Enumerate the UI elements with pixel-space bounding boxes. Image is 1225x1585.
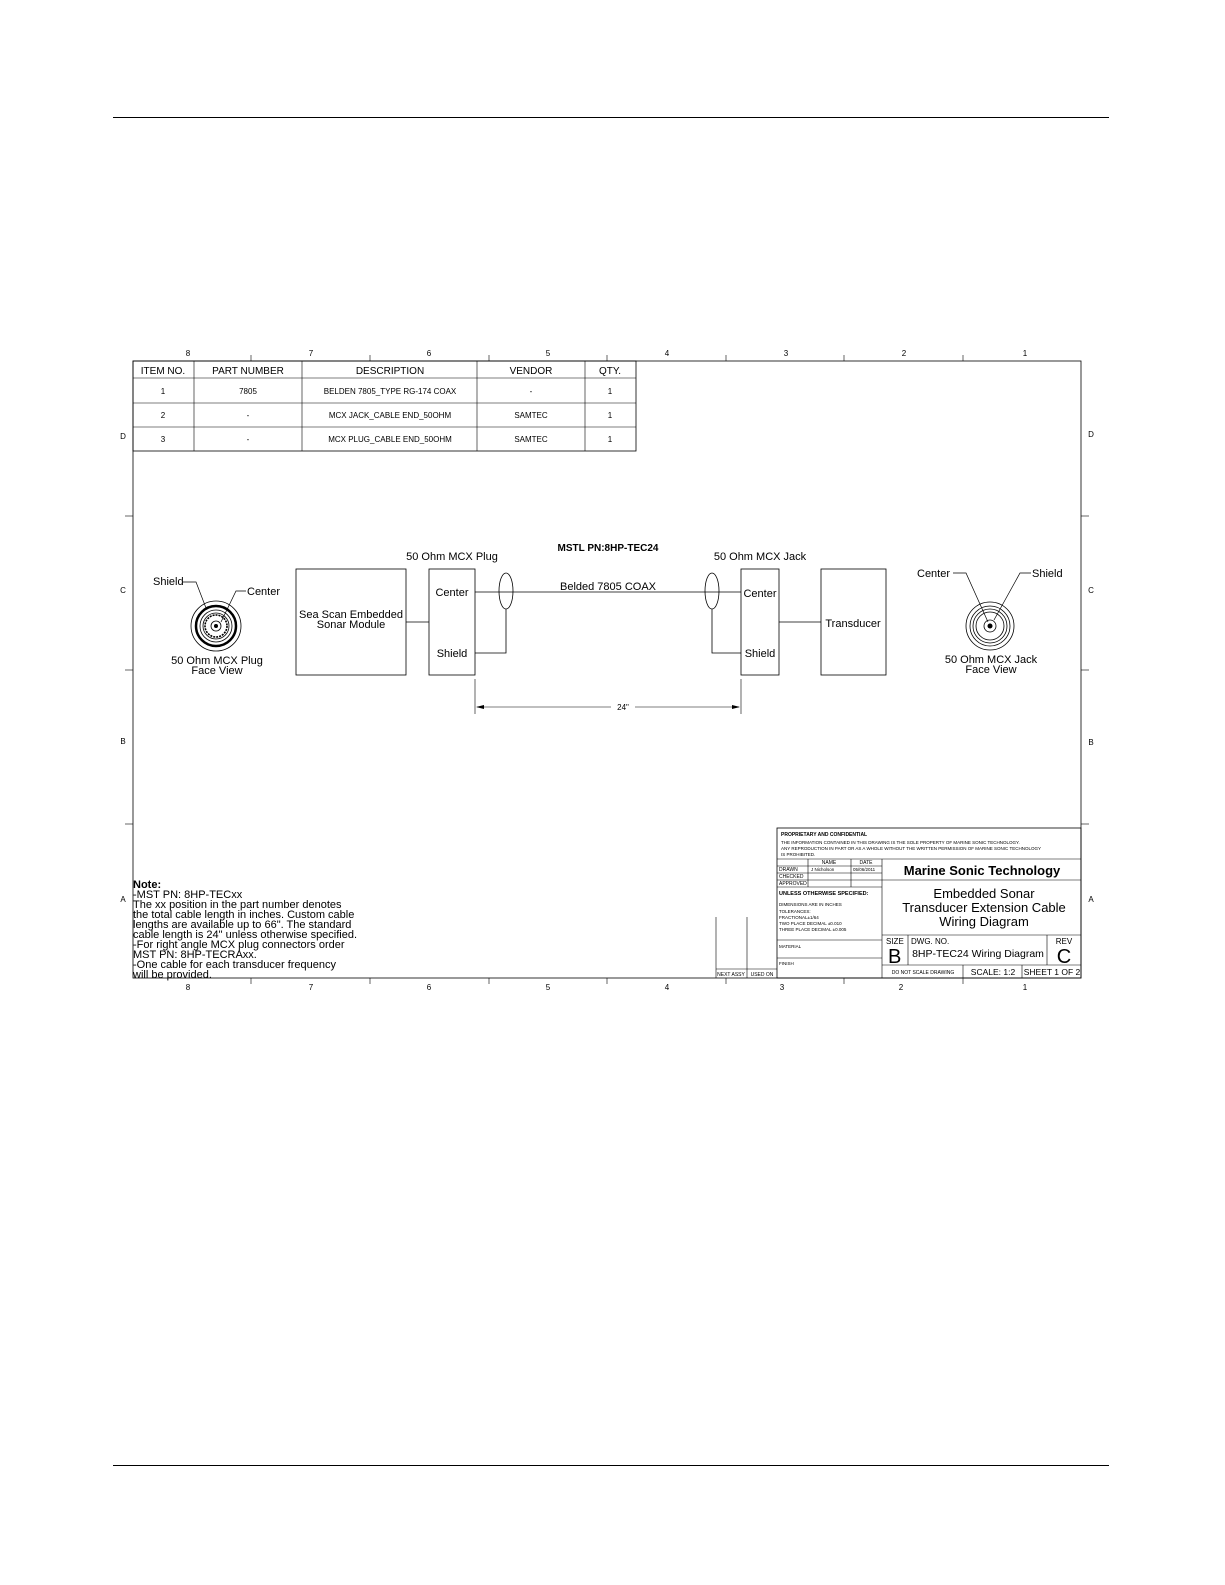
zone-number-bottom: 1 — [1022, 983, 1028, 992]
date-header: DATE — [859, 860, 873, 866]
scale-label: SCALE: 1:2 — [970, 967, 1016, 977]
bom-cell: 1 — [607, 435, 613, 444]
note-line: lengths are available up to 66". The standard — [133, 919, 352, 931]
unless-line: DIMENSIONS ARE IN INCHES — [779, 902, 842, 907]
part-number-title: MSTL PN:8HP-TEC24 — [557, 543, 659, 554]
bom-cell: 1 — [607, 411, 613, 420]
next-assy-label: NEXT ASSY — [717, 972, 745, 978]
proprietary-line: ANY REPRODUCTION IN PART OR AS A WHOLE WITHOUT THE WRITTEN PERMISSION OF MARINE SONIC TECHNOLOGY — [781, 846, 1041, 851]
plug-face-caption: 50 Ohm MCX Plug — [171, 655, 263, 667]
jack-shield-pin-label: Shield — [744, 648, 776, 660]
zone-number-top: 3 — [783, 349, 789, 358]
finish-label: FINISH — [779, 961, 794, 966]
rev-label: REV — [1055, 937, 1073, 946]
sonar-module-label: Sonar Module — [316, 619, 386, 631]
jack-title: 50 Ohm MCX Jack — [713, 551, 807, 563]
note-line: The xx position in the part number denotes — [133, 899, 342, 911]
note-title: Note: — [133, 879, 162, 891]
zone-number-bottom: 2 — [898, 983, 904, 992]
zone-number-top: 7 — [308, 349, 314, 358]
zone-letter-right: A — [1088, 895, 1094, 904]
bom-header: DESCRIPTION — [355, 366, 425, 377]
jack-face-view — [917, 568, 1063, 676]
used-on-label: USED ON — [750, 972, 774, 978]
size-label: SIZE — [886, 937, 904, 946]
note-line: the total cable length in inches. Custom cable — [133, 909, 355, 921]
length-dimension — [475, 679, 741, 714]
size-value: B — [888, 946, 902, 968]
zone-number-top: 1 — [1022, 349, 1028, 358]
bom-header: VENDOR — [509, 366, 553, 377]
zone-number-top: 6 — [426, 349, 432, 358]
zone-letter-left: B — [120, 737, 126, 746]
name-header: NAME — [821, 860, 837, 866]
bom-cell: - — [246, 435, 250, 444]
proprietary-line: THE INFORMATION CONTAINED IN THIS DRAWING IS THE SOLE PROPERTY OF MARINE SONIC TECHNOLOGY. — [781, 840, 1020, 845]
unless-line: TOLERANCES: — [779, 909, 811, 914]
bom-cell: SAMTEC — [514, 411, 548, 420]
transducer-label: Transducer — [825, 618, 881, 630]
zone-number-bottom: 7 — [308, 983, 314, 992]
bom-header: PART NUMBER — [212, 366, 284, 377]
drawing-title-line: Wiring Diagram — [939, 914, 1029, 929]
plug-center-pin-label: Center — [435, 587, 469, 599]
mcx-jack-connector — [714, 551, 807, 675]
drawing-title-line: Transducer Extension Cable — [902, 900, 1066, 915]
bom-table — [133, 361, 636, 451]
bom-cell: SAMTEC — [514, 435, 548, 444]
bom-cell: MCX JACK_CABLE END_50OHM — [328, 411, 452, 420]
rev-value: C — [1056, 946, 1072, 968]
unless-line: FRACTIONAL±1/64 — [779, 915, 819, 920]
zone-number-bottom: 8 — [185, 983, 191, 992]
zone-letter-left: D — [120, 432, 126, 441]
sonar-module-box — [296, 569, 406, 675]
zone-number-top: 4 — [664, 349, 670, 358]
bom-cell: 1 — [607, 387, 613, 396]
unless-line: THREE PLACE DECIMAL ±0.005 — [779, 927, 847, 932]
bom-cell: 2 — [160, 411, 166, 420]
bom-cell: MCX PLUG_CABLE END_50OHM — [328, 435, 452, 444]
zone-letter-left: A — [120, 895, 126, 904]
zone-number-bottom: 6 — [426, 983, 432, 992]
zone-number-bottom: 4 — [664, 983, 670, 992]
plug-face-caption: Face View — [191, 665, 243, 677]
dwg-no-label: DWG. NO. — [911, 937, 950, 946]
bom-header: ITEM NO. — [140, 366, 186, 377]
approved-label: APPROVED — [779, 881, 807, 887]
plug-face-center-label: Center — [247, 586, 281, 598]
note-line: -MST PN: 8HP-TECxx — [133, 889, 243, 901]
zone-number-bottom: 5 — [545, 983, 551, 992]
cable-label: Belded 7805 COAX — [559, 581, 657, 593]
jack-center-pin-label: Center — [743, 588, 777, 600]
plug-face-view — [153, 576, 280, 677]
bom-cell: BELDEN 7805_TYPE RG-174 COAX — [323, 387, 457, 396]
zone-number-bottom: 3 — [779, 983, 785, 992]
bom-cell: - — [246, 411, 250, 420]
jack-face-caption: 50 Ohm MCX Jack — [944, 654, 1038, 666]
transducer-box — [821, 569, 886, 675]
drawing-title-line: Embedded Sonar — [933, 886, 1035, 901]
bom-cell: 1 — [160, 387, 166, 396]
proprietary-line: IS PROHIBITED. — [781, 852, 816, 857]
jack-face-center-label: Center — [917, 568, 951, 580]
note-line: will be provided. — [133, 969, 212, 981]
zone-letter-right: B — [1088, 738, 1094, 747]
zone-letter-right: C — [1088, 586, 1094, 595]
jack-face-caption: Face View — [965, 664, 1017, 676]
plug-shield-pin-label: Shield — [436, 648, 468, 660]
note-line: -One cable for each transducer frequency — [133, 959, 337, 971]
dwg-no-value: 8HP-TEC24 Wiring Diagram — [912, 948, 1044, 960]
do-not-scale-label: DO NOT SCALE DRAWING — [891, 970, 955, 976]
plug-title: 50 Ohm MCX Plug — [406, 551, 498, 563]
note-line: -For right angle MCX plug connectors order — [133, 939, 345, 951]
length-label: 24" — [617, 703, 629, 712]
coax-cable — [475, 573, 741, 653]
checked-label: CHECKED — [779, 874, 804, 880]
zone-number-top: 2 — [901, 349, 907, 358]
proprietary-title: PROPRIETARY AND CONFIDENTIAL — [781, 832, 868, 838]
zone-number-top: 8 — [185, 349, 191, 358]
note-block — [132, 879, 357, 981]
drawn-date: 05/06/2011 — [853, 867, 876, 872]
company-name: Marine Sonic Technology — [903, 863, 1061, 878]
note-line: cable length is 24" unless otherwise specified. — [133, 929, 358, 941]
drawn-name: J Nicholson — [811, 867, 835, 872]
title-block — [777, 828, 1081, 978]
zone-number-top: 5 — [545, 349, 551, 358]
drawn-label: DRAWN — [779, 867, 798, 873]
zone-letter-right: D — [1088, 430, 1094, 439]
material-label: MATERIAL — [779, 944, 802, 949]
bom-cell: 3 — [160, 435, 166, 444]
bom-header: QTY. — [598, 366, 622, 377]
mcx-plug-connector — [406, 551, 498, 675]
sonar-module-label: Sea Scan Embedded — [299, 609, 403, 621]
zone-letter-left: C — [120, 586, 126, 595]
sheet-label: SHEET 1 OF 2 — [1023, 967, 1081, 977]
note-line: MST PN: 8HP-TECRAxx. — [133, 949, 257, 961]
plug-face-shield-label: Shield — [153, 576, 184, 588]
bom-cell: - — [529, 387, 533, 396]
next-assy-block — [716, 917, 777, 978]
bom-cell: 7805 — [239, 387, 257, 396]
unless-line: TWO PLACE DECIMAL ±0.010 — [779, 921, 842, 926]
unless-title: UNLESS OTHERWISE SPECIFIED: — [779, 891, 869, 897]
jack-face-shield-label: Shield — [1032, 568, 1063, 580]
